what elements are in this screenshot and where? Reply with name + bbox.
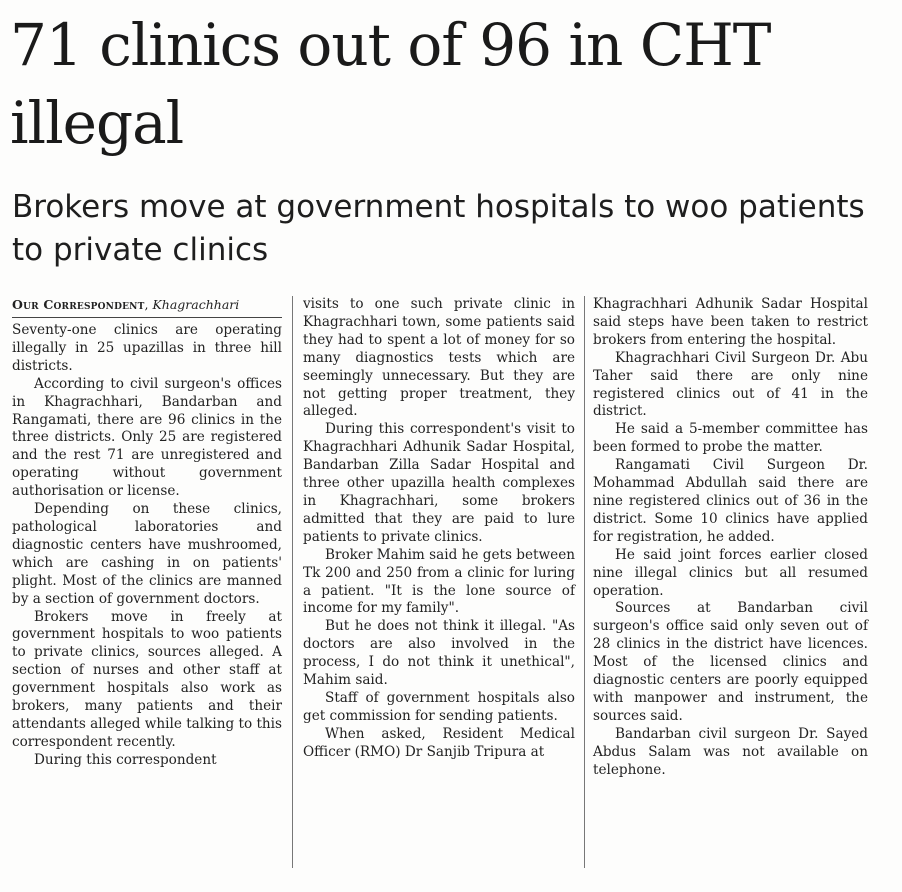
paragraph: Rangamati Civil Surgeon Dr. Mohammad Abdullah said there are nine registered clinics out of 36 in the district. Some 10 clinics have applied for registration, he added. bbox=[593, 457, 868, 545]
subheadline: Brokers move at government hospitals to woo patients to private clinics bbox=[12, 189, 865, 268]
headline: 71 clinics out of 96 in CHT illegal bbox=[10, 11, 771, 157]
byline-separator: , bbox=[144, 297, 153, 312]
byline-location: Khagrachhari bbox=[152, 297, 240, 312]
paragraph: But he does not think it illegal. "As doctors are also involved in the process, I do not think it unethical", Mahim said. bbox=[303, 618, 575, 689]
paragraph: During this correspondent bbox=[34, 751, 217, 768]
paragraph: According to civil surgeon's offices in Khagrachhari, Bandarban and Rangamati, there are 96 clinics in the three districts. Only 25 are registered and the rest 71 are unregistered and operating without government authorisation or license. bbox=[12, 375, 282, 500]
paragraph: Seventy-one clinics are operating illegally in 25 upazillas in three hill districts. bbox=[12, 322, 282, 374]
paragraph: Broker Mahim said he gets between Tk 200 and 250 from a clinic for luring a patient. "It is the lone source of income for my family". bbox=[303, 546, 575, 617]
paragraph: Khagrachhari Adhunik Sadar Hospital said steps have been taken to restrict brokers from entering the hospital. bbox=[593, 296, 868, 348]
paragraph: Depending on these clinics, pathological laboratories and diagnostic centers have mushroomed, which are cashing in on patients' plight. Most of the clinics are manned by a section of government doctors. bbox=[12, 501, 282, 607]
paragraph: When asked, Resident Medical Officer (RMO) Dr Sanjib Tripura at bbox=[303, 725, 575, 760]
paragraph: He said a 5-member committee has been formed to probe the matter. bbox=[593, 421, 868, 456]
paragraph: During this correspondent's visit to Khagrachhari Adhunik Sadar Hospital, Bandarban Zilla Sadar Hospital and three other upazilla health complexes in Khagrachhari, some brokers admitted that they are paid to lure patients to private clinics. bbox=[303, 421, 575, 545]
article-column-2 bbox=[303, 296, 575, 762]
column-divider bbox=[584, 296, 585, 868]
paragraph: Sources at Bandarban civil surgeon's office said only seven out of 28 clinics in the district have licences. Most of the licensed clinics and diagnostic centers are poorly equipped with manpower and instrument, the sources said. bbox=[593, 600, 868, 724]
byline bbox=[12, 296, 282, 318]
paragraph: Khagrachhari Civil Surgeon Dr. Abu Taher said there are only nine registered clinics out of 41 in the district. bbox=[593, 349, 868, 420]
paragraph: He said joint forces earlier closed nine illegal clinics but all resumed operation. bbox=[593, 546, 868, 599]
byline-author: Our Correspondent bbox=[12, 297, 145, 312]
paragraph: Brokers move in freely at government hospitals to woo patients to private clinics, sources alleged. A section of nurses and other staff at government hospitals also work as brokers, many patients and their attendants alleged while talking to this correspondent recently. bbox=[12, 608, 283, 750]
paragraph: visits to one such private clinic in Khagrachhari town, some patients said they had to spent a lot of money for so many diagnostics tests which are seemingly unnecessary. But they are not getting proper treatment, they alleged. bbox=[303, 296, 575, 420]
paragraph: Bandarban civil surgeon Dr. Sayed Abdus Salam was not available on telephone. bbox=[593, 725, 868, 778]
article-column-1 bbox=[12, 296, 282, 770]
paragraph: Staff of government hospitals also get commission for sending patients. bbox=[303, 689, 575, 724]
column-divider bbox=[292, 296, 293, 868]
article-column-3 bbox=[593, 296, 868, 779]
